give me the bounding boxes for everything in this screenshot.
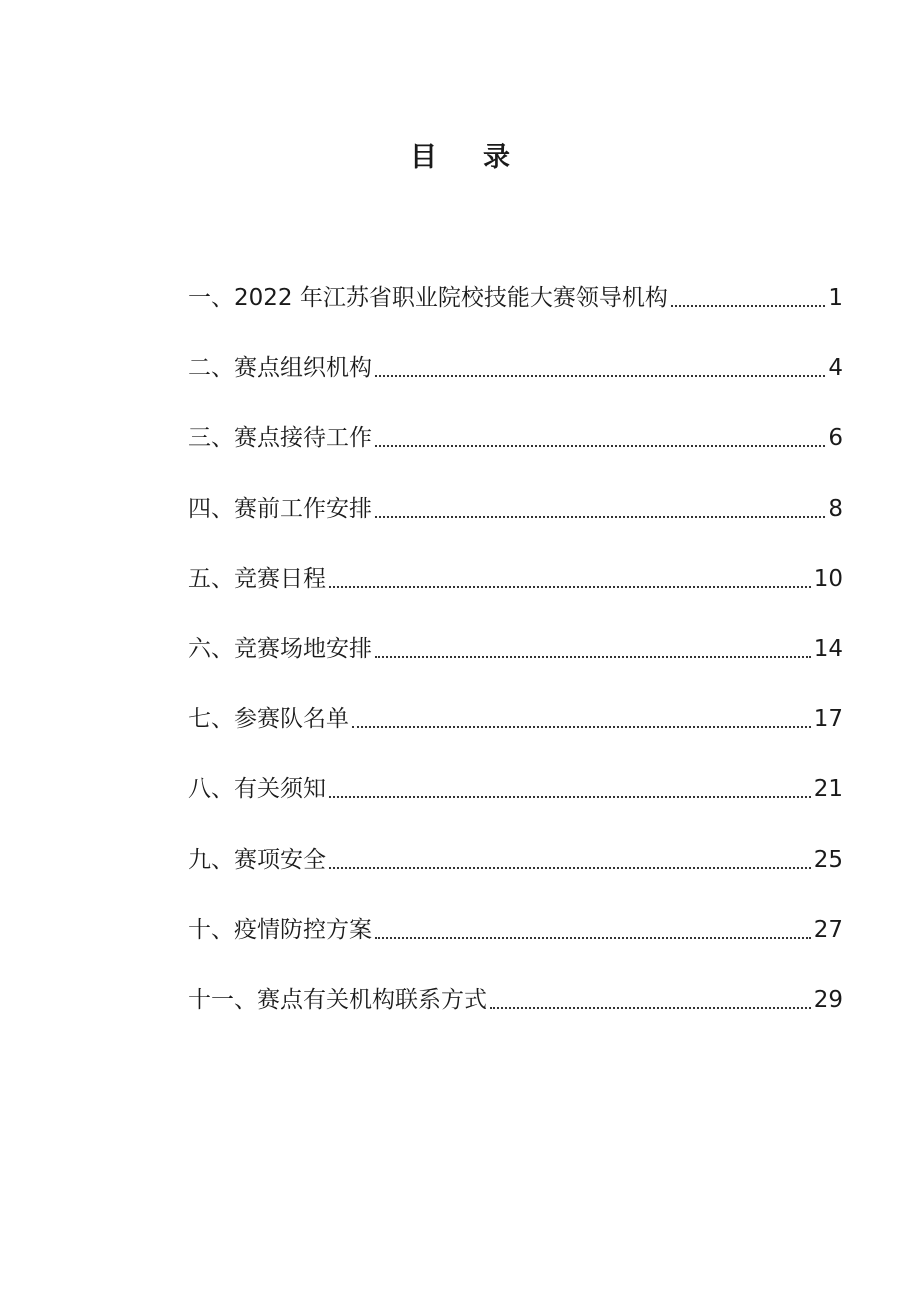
toc-entry[interactable]	[188, 669, 843, 739]
toc-entry-page: 10	[813, 565, 843, 592]
toc-dot-leader	[375, 445, 825, 447]
toc-dot-leader	[329, 586, 811, 588]
toc-entry-page: 14	[813, 635, 843, 662]
toc-entry[interactable]	[188, 318, 843, 388]
toc-entry-label: 六、竞赛场地安排	[188, 635, 372, 662]
toc-entry-label: 八、有关须知	[188, 776, 326, 803]
toc-entry-page: 17	[813, 706, 843, 733]
toc-entry-label: 三、赛点接待工作	[188, 425, 372, 452]
toc-title-char-2: 录	[483, 142, 510, 173]
toc-entry-page: 1	[828, 285, 843, 311]
toc-title	[0, 138, 920, 178]
toc-entry[interactable]	[188, 388, 843, 458]
toc-entry[interactable]	[188, 278, 843, 318]
toc-dot-leader	[375, 656, 811, 658]
toc-entry-page: 25	[813, 846, 843, 873]
toc-entry-page: 8	[828, 495, 843, 522]
toc-dot-leader	[352, 726, 811, 728]
toc-entry-label: 九、赛项安全	[188, 846, 326, 873]
toc-entry[interactable]	[188, 950, 843, 1020]
toc-entry-label: 十、疫情防控方案	[188, 916, 372, 943]
toc-dot-leader	[375, 516, 825, 518]
toc-entry-label: 十一、赛点有关机构联系方式	[188, 986, 487, 1013]
toc-entry-label: 二、赛点组织机构	[188, 355, 372, 382]
toc-entry[interactable]	[188, 809, 843, 879]
toc-entry[interactable]	[188, 880, 843, 950]
toc-dot-leader	[329, 796, 811, 798]
toc-title-char-1: 目	[410, 142, 437, 173]
toc-dot-leader	[329, 867, 811, 869]
toc-dot-leader	[375, 375, 825, 377]
toc-entry-page: 4	[828, 355, 843, 382]
toc-entry[interactable]	[188, 458, 843, 528]
toc-entry[interactable]	[188, 529, 843, 599]
toc-dot-leader	[490, 1007, 811, 1009]
toc-entry[interactable]	[188, 599, 843, 669]
toc-entry-page: 29	[813, 986, 843, 1013]
toc-list	[188, 278, 843, 1020]
toc-entry-page: 6	[828, 425, 843, 452]
toc-dot-leader	[671, 305, 826, 307]
toc-entry-label: 一、2022 年江苏省职业院校技能大赛领导机构	[188, 285, 668, 311]
toc-entry-page: 27	[813, 916, 843, 943]
toc-entry-label: 七、参赛队名单	[188, 706, 349, 733]
toc-dot-leader	[375, 937, 811, 939]
toc-entry-page: 21	[813, 776, 843, 803]
toc-entry-label: 四、赛前工作安排	[188, 495, 372, 522]
toc-entry[interactable]	[188, 739, 843, 809]
toc-entry-label: 五、竞赛日程	[188, 565, 326, 592]
